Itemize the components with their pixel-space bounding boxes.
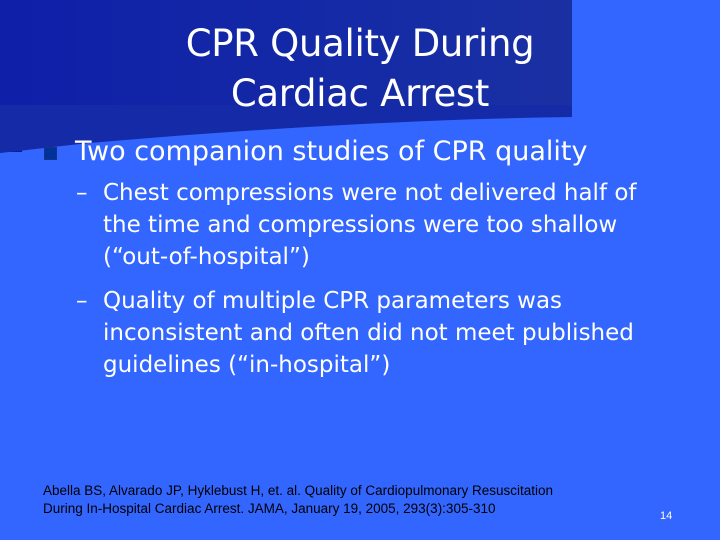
sub-bullet-1 xyxy=(76,177,706,273)
sub-bullet-1-line-1: Chest compressions were not delivered half of xyxy=(103,180,637,206)
citation-line-2: During In-Hospital Cardiac Arrest. JAMA, January 19, 2005, 293(3):305-310 xyxy=(43,501,496,516)
citation xyxy=(43,482,663,518)
dash-icon: – xyxy=(76,288,88,314)
sub-bullet-1-line-2: the time and compressions were too shallow xyxy=(103,212,618,238)
sub-bullet-2-line-3: guidelines (“in-hospital”) xyxy=(103,352,391,378)
citation-line-1: Abella BS, Alvarado JP, Hyklebust H, et. al. Quality of Cardiopulmonary Resuscitation xyxy=(43,483,554,498)
sub-bullet-2-text xyxy=(103,285,634,381)
page-number: 14 xyxy=(660,510,673,522)
sub-bullet-2 xyxy=(76,285,706,381)
square-bullet-icon xyxy=(44,147,57,160)
sub-bullet-1-text xyxy=(103,177,637,273)
sub-bullet-2-line-1: Quality of multiple CPR parameters was xyxy=(103,288,563,314)
title-line-1: CPR Quality During xyxy=(185,22,535,65)
sub-bullet-2-line-2: inconsistent and often did not meet published xyxy=(103,320,634,346)
title-line-2: Cardiac Arrest xyxy=(230,72,490,115)
sub-bullet-1-line-3: (“out-of-hospital”) xyxy=(103,244,310,270)
slide-title xyxy=(160,19,560,119)
main-bullet-text: Two companion studies of CPR quality xyxy=(75,136,588,167)
dash-icon: – xyxy=(76,180,88,206)
